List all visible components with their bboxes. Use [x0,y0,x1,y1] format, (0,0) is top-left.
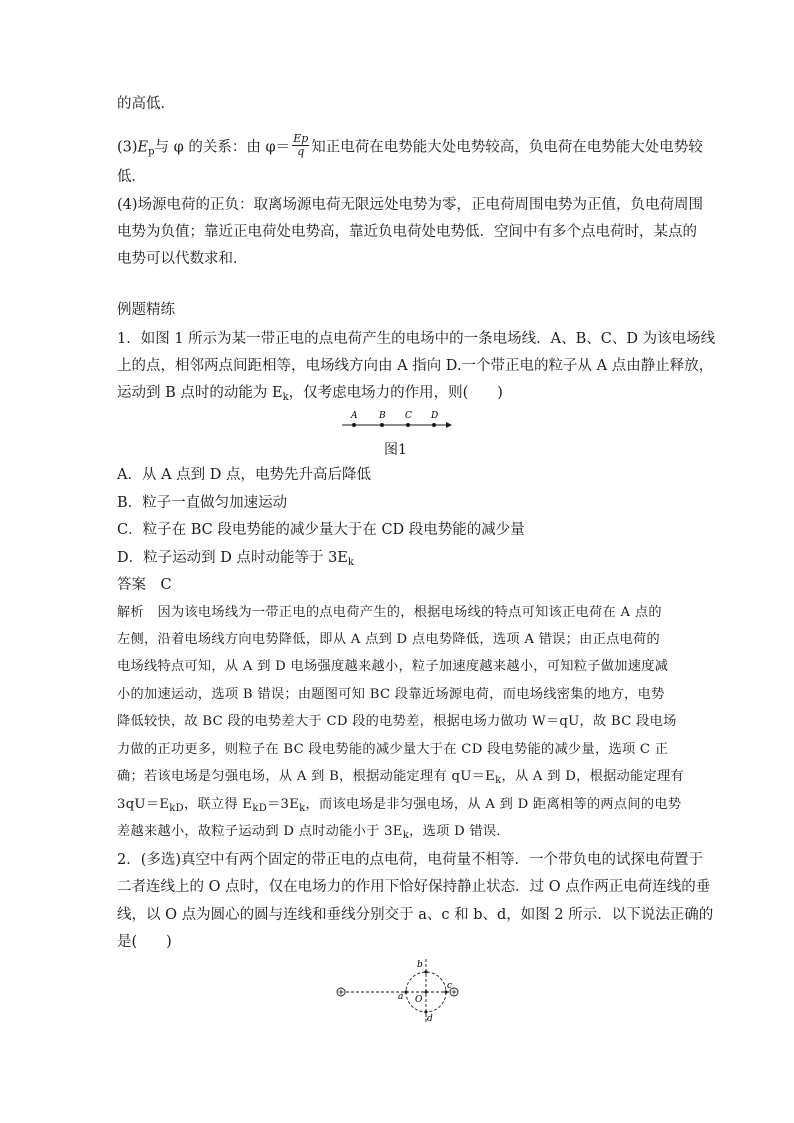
question-1-line: 上的点，相邻两点间距相等，电场线方向由 A 指向 D.一个带正电的粒子从 A 点由静止释放， [117,358,714,374]
explanation-line: 力做的正功更多，则粒子在 BC 段电势能的减少量大于在 CD 段电势能的减少量，选项 C 正 [117,742,669,757]
point-d-marker [432,423,436,427]
question-2-line: 线，以 O 点为圆心的圆与连线和垂线分别交于 a、c 和 b、d，如图 2 所示．以下说法正确的 [117,907,714,923]
option-d: D．粒子运动到 D 点时动能等于 $3E_k$ [117,550,354,568]
question-2-line: 2．(多选)真空中有两个固定的带正电的点电荷，电荷量不相等．一个带负电的试探电荷置于 [117,852,704,868]
point-a-marker [352,423,356,427]
point-c-marker [406,423,410,427]
positive-charge-left-icon [337,988,345,996]
point-a-marker [404,990,407,993]
label-a: A [351,411,358,421]
explanation-line: 确；若该电场是匀强电场，从 A 到 B，根据动能定理有 $qU=E_k$，从 A 到 D，根据动能定理有 [117,769,684,786]
point-b-marker [424,970,427,973]
question-2-line: 二者连线上的 O 点时，仅在电场力的作用下恰好保持静止状态．过 O 点作两正电荷连线的垂 [117,879,711,895]
explanation-line: 降低较快，故 BC 段的电势差大于 CD 段的电势差，根据电场力做功 W＝qU，故 BC 段电场 [117,714,677,729]
section-title: 例题精练 [117,302,175,318]
explanation-line: 解析 因为该电场线为一带正电的点电荷产生的，根据电场线的特点可知该正电荷在 A 点的 [117,605,662,620]
point-b-marker [380,423,384,427]
answer: 答案 C [117,577,172,593]
label-c: c [447,981,453,991]
explanation-line: $3qU=E_{kD}$，联立得 $E_{kD}=3E_k$，而该电场是非匀强电场，从 A 到 D 距离相等的两点间的电势 [117,797,682,814]
text-line-formula: $(3)E_p$与 φ 的关系：由 φ＝ $\frac{Ep}{q}$ 知正电荷在电势能大处电势较高，负电荷在电势能大处电势较 [117,132,703,158]
text-line: (4)场源电荷的正负：取离场源电荷无限远处电势为零，正电荷周围电势为正值，负电荷周围 [117,197,704,213]
point-o-marker [424,990,427,993]
arrow-head-icon [446,422,452,428]
figure-2-diagram [330,955,462,1025]
explanation-line: 电场线特点可知，从 A 到 D 电场强度越来越小，粒子加速度越来越小，可知粒子做加速度减 [117,659,669,674]
label-o: O [415,995,423,1005]
figure-1-caption: 图1 [384,442,407,458]
label-d: d [427,1014,433,1024]
option-a: A．从 A 点到 D 点，电势先升高后降低 [117,467,372,483]
text-line: 的高低． [117,96,175,112]
option-c: C．粒子在 BC 段电势能的减少量大于在 CD 段电势能的减少量 [117,522,525,538]
label-b: B [379,411,386,421]
figure-1-field-line [338,408,454,430]
explanation-line: 小的加速运动，选项 B 错误；由题图可知 BC 段靠近场源电荷，而电场线密集的地方，电势 [117,687,665,702]
label-a: a [398,992,404,1002]
text-line: 电势为负值；靠近正电荷处电势高，靠近负电荷处电势低．空间中有多个点电荷时，某点的 [117,224,697,240]
label-d: D [431,411,439,421]
question-2-line: 是( ) [117,934,172,950]
option-b: B．粒子一直做匀加速运动 [117,495,288,511]
label-b: b [417,960,423,970]
question-1-line: 运动到 B 点时的动能为 $E_k$，仅考虑电场力的作用，则( ) [117,385,503,403]
text-line: 低． [117,169,146,185]
label-c: C [405,411,412,421]
fraction-ep-over-q: $\frac{Ep}{q}$ [293,132,309,158]
explanation-line: 左侧，沿着电场线方向电势降低，即从 A 点到 D 点电势降低，选项 A 错误；由正点电荷的 [117,632,661,647]
explanation-line: 差越来越小，故粒子运动到 D 点时动能小于 $3E_k$，选项 D 错误． [117,824,510,841]
question-1-line: 1．如图 1 所示为某一带正电的点电荷产生的电场中的一条电场线．A、B、C、D 为该电场线 [117,331,716,347]
text-line: 电势可以代数求和． [117,251,248,267]
